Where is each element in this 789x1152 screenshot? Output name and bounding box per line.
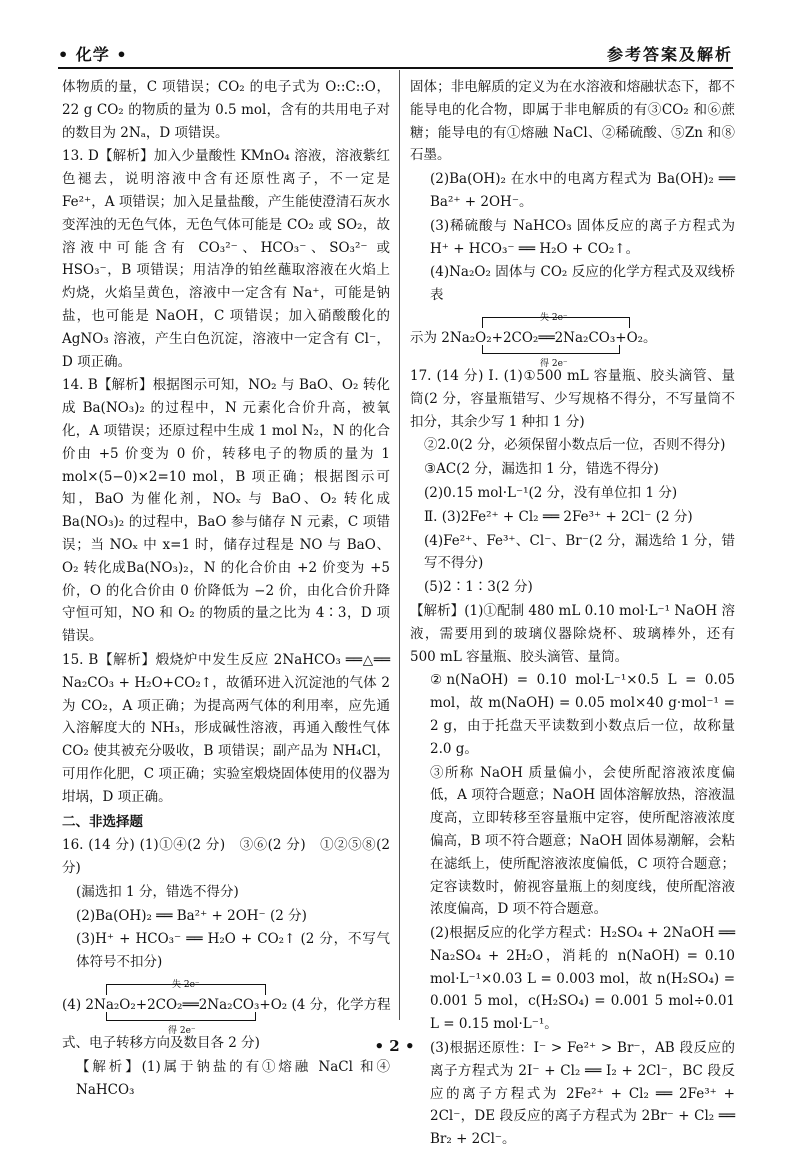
analysis-q16-1: 固体；非电解质的定义为在水溶液和熔融状态下，都不能导电的化合物，即属于非电解质的有③CO₂ 和⑥蔗糖；能导电的有①熔融 NaCl、②稀硫酸、⑤Zn 和⑧石墨。	[410, 79, 735, 164]
answer-q17-3: ③AC(2 分，漏选扣 1 分，错选不得分)	[424, 461, 659, 478]
answer-q16-1: 16. (14 分) (1)①④(2 分) ③⑥(2 分) ①②⑤⑧(2 分)	[62, 837, 390, 877]
electron-transfer-diagram-right	[410, 309, 735, 369]
answer-q16-note2: 式、电子转移方向及数目各 2 分)	[62, 1035, 260, 1052]
answer-q17-6: (4)Fe²⁺、Fe³⁺、Cl⁻、Br⁻(2 分，漏选给 1 分，错写不得分)	[424, 532, 735, 572]
answer-q13: 13. D【解析】加入少量酸性 KMnO₄ 溶液，溶液紫红色褪去，说明溶液中含有还原性离子，不一定是 Fe²⁺，A 项错误；加入足量盐酸，产生能使澄清石灰水变浑浊的无色气体，无色气体可能是 CO₂ 或 SO₂，故溶液中可能含有 CO₃²⁻、HCO₃⁻、SO₃²⁻ 或 HSO₃⁻，B 项错误；用洁净的铂丝蘸取溶液在火焰上灼烧，火焰呈黄色，溶液中一定含有 Na⁺，可能是钠盐，也可能是 NaOH，C 项错误；加入硝酸酸化的 AgNO₃ 溶液，产生白色沉淀，溶液中一定含有 Cl⁻，D 项正确。	[62, 148, 390, 370]
analysis-q16-3: (3)稀硫酸与 NaHCO₃ 固体反应的离子方程式为 H⁺ + HCO₃⁻ ══ H₂O + CO₂↑。	[430, 217, 735, 257]
analysis-q17-4: (2)根据反应的化学方程式：H₂SO₄ + 2NaOH ══ Na₂SO₄ + 2H₂O，消耗的 n(NaOH) = 0.10 mol·L⁻¹×0.03 L = 0.003 mol，故 n(H₂SO₄) = 0.001 5 mol，c(H₂SO₄) = 0.001 5 mol÷0.01 L = 0.15 mol·L⁻¹。	[430, 925, 735, 1033]
analysis-q17-1: 【解析】(1)①配制 480 mL 0.10 mol·L⁻¹ NaOH 溶液，需要用到的玻璃仪器除烧杯、玻璃棒外，还有 500 mL 容量瓶、胶头滴管、量筒。	[410, 602, 735, 665]
analysis-q16-2: (2)Ba(OH)₂ 在水中的电离方程式为 Ba(OH)₂ ══ Ba²⁺ + 2OH⁻。	[430, 171, 735, 210]
answer-q16-note: (漏选扣 1 分，错选不得分)	[76, 883, 239, 900]
analysis-q16-start: 【解析】(1)属于钠盐的有①熔融 NaCl 和④ NaHCO₃	[76, 1058, 390, 1098]
electron-transfer-diagram-left	[62, 976, 391, 1037]
page-number: • 2 •	[374, 1037, 415, 1055]
answer-q17-5: Ⅱ. (3)2Fe²⁺ + Cl₂ ══ 2Fe³⁺ + 2Cl⁻ (2 分)	[424, 508, 693, 525]
subject-label: • 化学 •	[58, 45, 128, 64]
answer-q16-2: (2)Ba(OH)₂ ══ Ba²⁺ + 2OH⁻ (2 分)	[76, 907, 307, 924]
answer-q16-3: (3)H⁺ + HCO₃⁻ ══ H₂O + CO₂↑ (2 分，不写气体符号不扣分)	[76, 931, 390, 971]
answer-q17-1: 17. (14 分) Ⅰ. (1)①500 mL 容量瓶、胶头滴管、量筒(2 分，容量瓶错写、少写规格不得分，不写量筒不扣分，其余少写 1 种扣 1 分)	[410, 367, 735, 430]
reaction-equation: 示为 2Na₂O₂+2CO₂══2Na₂CO₃+O₂。	[410, 329, 657, 346]
gain-label: 得 2e⁻	[168, 1026, 196, 1037]
section-heading: 二、非选择题	[62, 813, 143, 830]
analysis-q17-3: ③所称 NaOH 质量偏小，会使所配溶液浓度偏低，A 项符合题意；NaOH 固体溶解放热，溶液温度高，立即转移至容量瓶中定容，使所配溶液浓度偏高，B 项不符合题意；NaOH 固体易潮解，会粘在滤纸上，使所配溶液浓度偏低，C 项符合题意；定容读数时，俯视容量瓶上的刻度线，使所配溶液浓度偏高，D 项不符合题意。	[430, 764, 735, 918]
analysis-q17-2: ②n(NaOH) = 0.10 mol·L⁻¹×0.5 L = 0.05 mol，故 m(NaOH) = 0.05 mol×40 g·mol⁻¹ = 2 g，由于托盘天平读数到小数点后一位，故称量 2.0 g。	[430, 672, 735, 757]
analysis-q16-4: (4)Na₂O₂ 固体与 CO₂ 反应的化学方程式及双线桥表	[430, 264, 735, 304]
lose-label: 失 2e⁻	[172, 980, 200, 991]
analysis-q17-5: (3)根据还原性：I⁻ > Fe²⁺ > Br⁻，AB 段反应的离子方程式为 2I⁻ + Cl₂ ══ I₂ + 2Cl⁻，BC 段反应的离子方程式为 2Fe²⁺ + Cl₂ ══ 2Fe³⁺ + 2Cl⁻，DE 段反应的离子方程式为 2Br⁻ + Cl₂ ══ Br₂ + 2Cl⁻。	[430, 1040, 735, 1148]
column-divider	[399, 70, 400, 1020]
answer-q14: 14. B【解析】根据图示可知，NO₂ 与 BaO、O₂ 转化成 Ba(NO₃)₂ 的过程中，N 元素化合价升高，被氧化，A 项错误；还原过程中生成 1 mol N₂，N 的化合价由 +5 价变为 0 价，转移电子的物质的量为 1 mol×(5−0)×2=10 mol，B 项正确；根据图示可知，BaO 为催化剂，NOₓ 与 BaO、O₂ 转化成 Ba(NO₃)₂ 的过程中，BaO 参与储存 N 元素，C 项错误；当 NOₓ 中 x=1 时，储存过程是 NO 与 BaO、O₂ 转化成Ba(NO₃)₂，N 的化合价由 +2 价变为 +5 价，O 的化合价由 0 价降低为 −2 价，由化合价升降守恒可知，NO 和 O₂ 的物质的量之比为 4∶3，D 项错误。	[62, 377, 390, 645]
answer-q17-2: ②2.0(2 分，必须保留小数点后一位，否则不得分)	[424, 437, 726, 454]
page-title: 参考答案及解析	[606, 45, 733, 64]
answer-q17-7: (5)2∶1∶3(2 分)	[424, 579, 533, 596]
reaction-equation: (4) 2Na₂O₂+2CO₂══2Na₂CO₃+O₂ (4 分，化学方程	[62, 997, 391, 1014]
right-column	[410, 76, 735, 1152]
page-header	[58, 42, 733, 68]
paragraph-q12-tail: 体物质的量，C 项错误；CO₂ 的电子式为 O::C::O，22 g CO₂ 的物质的量为 0.5 mol，含有的共用电子对的数目为 2Nₐ，D 项错误。	[62, 79, 390, 141]
left-column	[62, 76, 390, 1102]
lose-label: 失 2e⁻	[540, 312, 568, 323]
answer-q15: 15. B【解析】煅烧炉中发生反应 2NaHCO₃ ══△══ Na₂CO₃ + H₂O+CO₂↑，故循环进入沉淀池的气体 2 为 CO₂，A 项正确；为提高两气体的利用率，应先通入溶解度大的 NH₃，形成碱性溶液，再通入酸性气体 CO₂ 使其被充分吸收，B 项错误；副产品为 NH₄Cl，可用作化肥，C 项正确；实验室煅烧固体使用的仪器为坩埚，D 项正确。	[62, 651, 390, 805]
gain-label: 得 2e⁻	[540, 358, 568, 369]
answer-q17-4: (2)0.15 mol·L⁻¹(2 分，没有单位扣 1 分)	[424, 484, 678, 501]
header-rule	[58, 67, 733, 69]
